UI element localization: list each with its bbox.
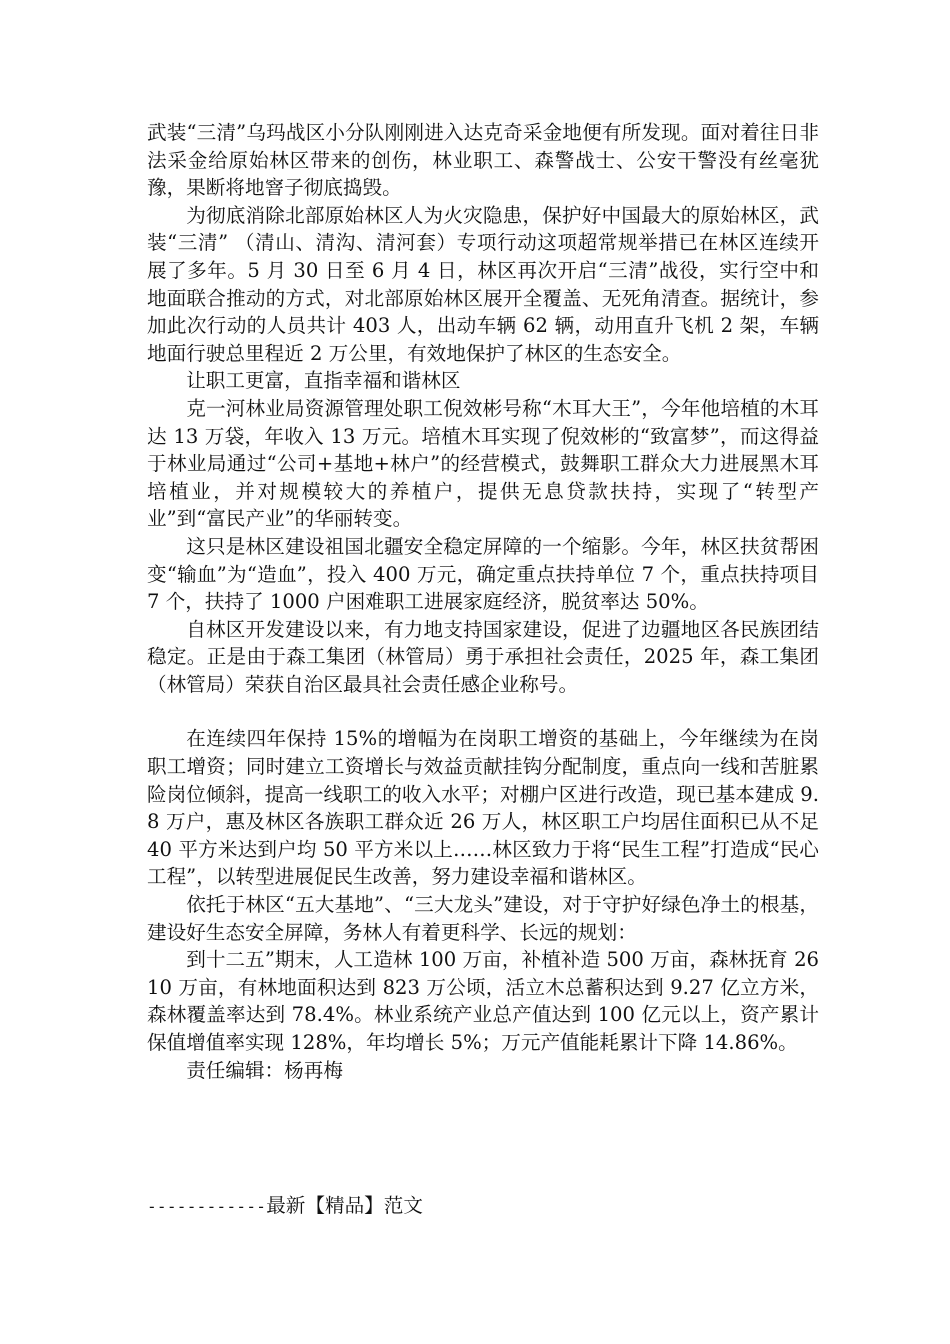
paragraph-sanqing-operation: 为彻底消除北部原始林区人为火灾隐患，保护好中国最大的原始林区，武装“三清” （清山、清沟、清河套）专项行动这项超常规举措已在林区连续开展了多年。5 月 30 日至 6 月 4 日，林区再次开启“三清”战役，实行空中和地面联合推动的方式，对北部原始林区展开全覆盖、无死角清查。据统计，参加此次行动的人员共计 403 人，出动车辆 62 辆，动用直升飞机 2 架，车辆地面行驶总里程近 2 万公里，有效地保护了林区的生态安全。 [147,203,819,365]
paragraph-poverty-relief: 这只是林区建设祖国北疆安全稳定屏障的一个缩影。今年，林区扶贫帮困变“输血”为“造血”，投入 400 万元，确定重点扶持单位 7 个，重点扶持项目 7 个，扶持了 1000 户困难职工进展家庭经济，脱贫率达 50%。 [147,534,826,614]
paragraph-continuation: 武装“三清”乌玛战区小分队刚刚进入达克奇采金地便有所发现。面对着往日非法采金给原始林区带来的创伤，林业职工、森警战士、公安干警没有丝毫犹豫，果断将地窨子彻底捣毁。 [147,121,819,200]
paragraph-12th-plan-targets: 到十二五”期末，人工造林 100 万亩，补植补造 500 万亩，森林抚育 2610 万亩，有林地面积达到 823 万公顷，活立木总蓄积达到 9.27 亿立方米，森林覆盖率达到 78.4%。林业系统产业总产值达到 100 亿元以上，资产累计保值增值率实现 128%，年均增长 5%；万元产值能耗累计下降 14.86%。 [147,948,819,1054]
paragraph-social-responsibility: 自林区开发建设以来，有力地支持国家建设，促进了边疆地区各民族团结稳定。正是由于森工集团（林管局）勇于承担社会责任，2025 年，森工集团（林管局）荣获自治区最具社会责任感企业称号。 [147,617,819,696]
editor-credit: 责任编辑：杨再梅 [186,1058,343,1082]
paragraph-fungus-king: 克一河林业局资源管理处职工倪效彬号称“木耳大王”，今年他培植的木耳达 13 万袋，年收入 13 万元。培植木耳实现了倪效彬的“致富梦”，而这得益于林业局通过“公司+基地+林户”的经营模式，鼓舞职工群众大力进展黑木耳培植业，并对规模较大的养植户，提供无息贷款扶持，实现了“转型产业”到“富民产业”的华丽转变。 [147,396,819,531]
section-heading: 让职工更富，直指幸福和谐林区 [186,369,461,393]
footer-text: 最新【精品】范文 [266,1194,423,1217]
paragraph-five-bases: 依托于林区“五大基地”、“三大龙头”建设，对于守护好绿色净土的根基，建设好生态安全屏障，务林人有着更科学、长远的规划： [147,893,819,944]
footer-dashes: ------------ [147,1197,267,1216]
paragraph-wage-increase: 在连续四年保持 15%的增幅为在岗职工增资的基础上，今年继续为在岗职工增资；同时建立工资增长与效益贡献挂钩分配制度，重点向一线和苦脏累险岗位倾斜，提高一线职工的收入水平；对棚户区进行改造，现已基本建成 9.8 万户，惠及林区各族职工群众近 26 万人，林区职工户均居住面积已从不足 40 平方米达到户均 50 平方米以上……林区致力于将“民生工程”打造成“民心工程”，以转型进展促民生改善，努力建设幸福和谐林区。 [147,727,826,889]
footer-banner [147,1192,423,1221]
document-body [147,119,826,1084]
paragraph-gap [147,698,819,725]
